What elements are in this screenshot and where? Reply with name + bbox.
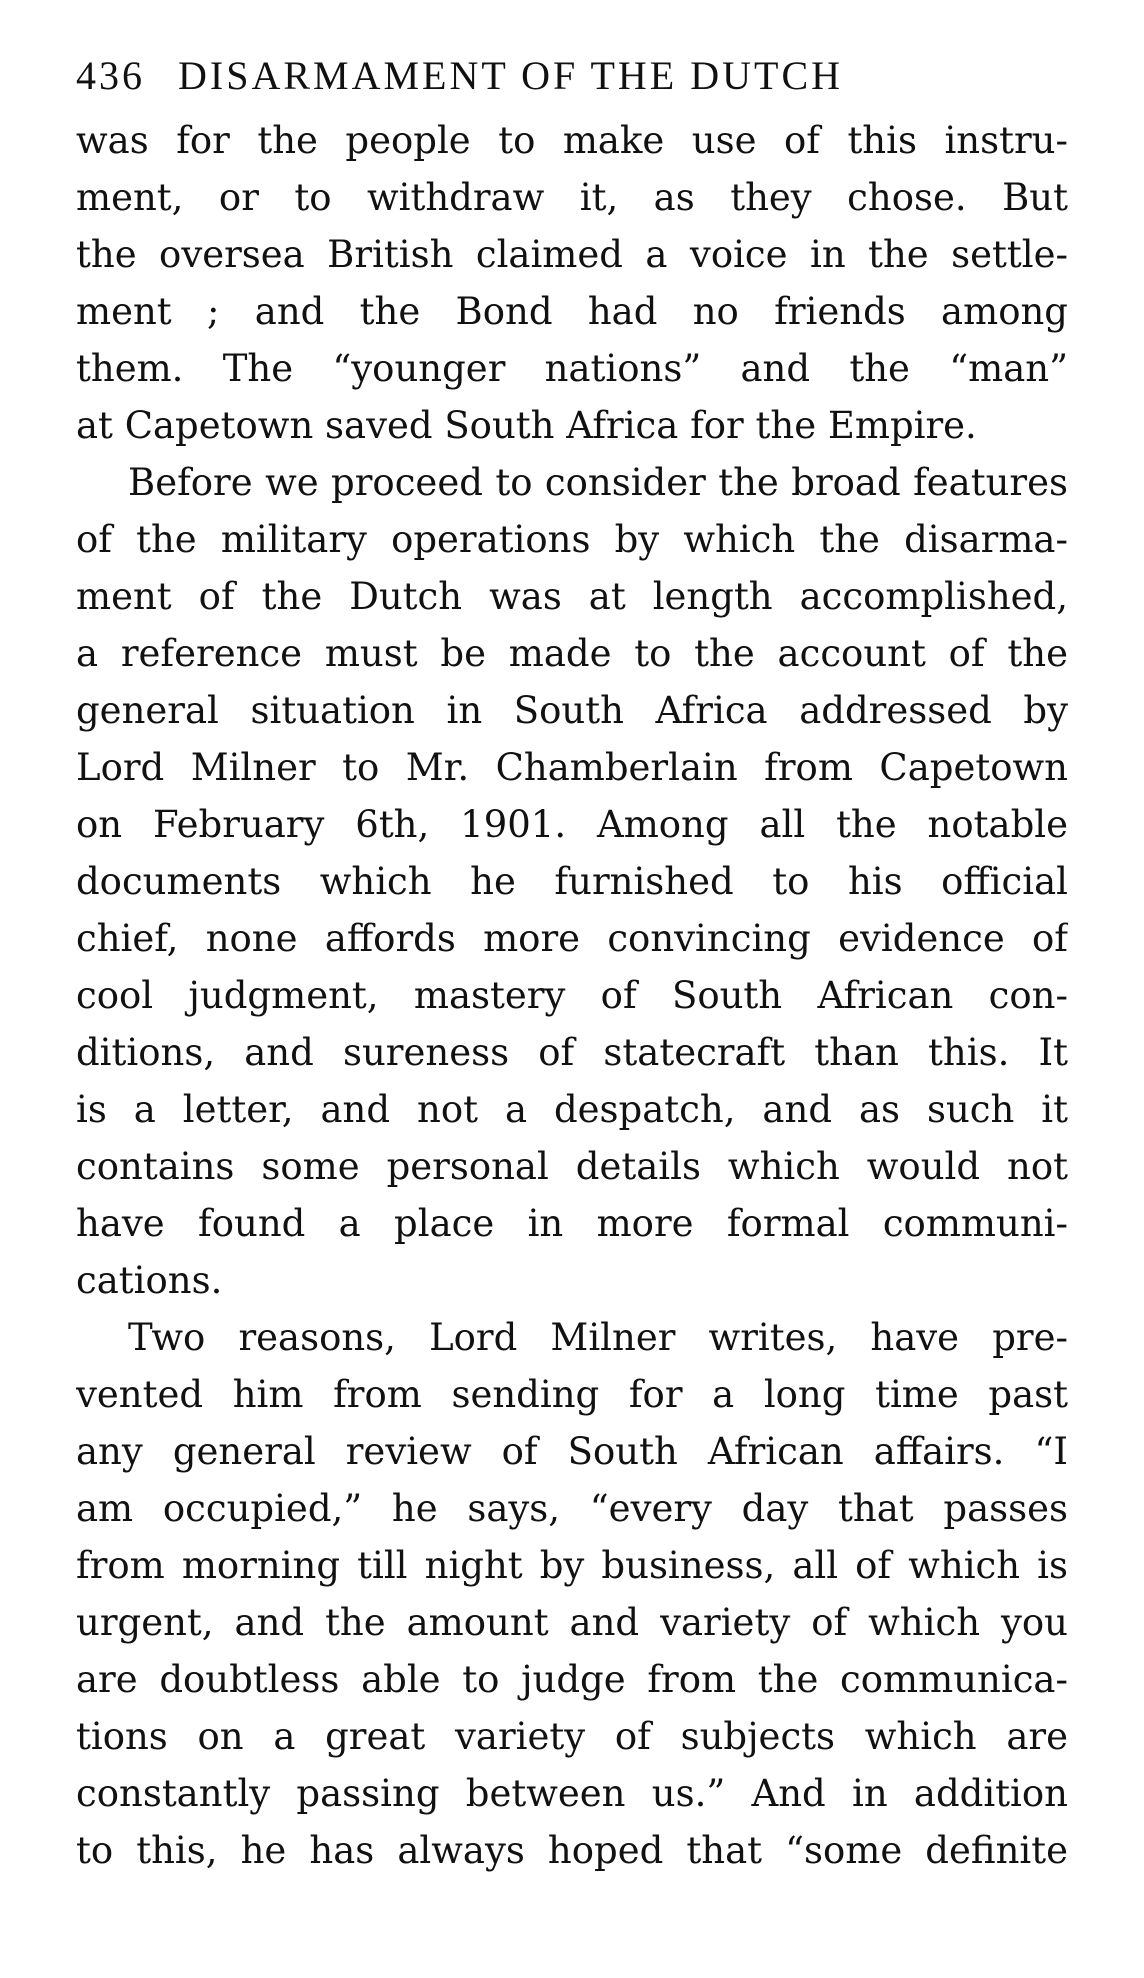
text-line: any general review of South African affairs. “I: [76, 1430, 1068, 1473]
text-line: is a letter, and not a despatch, and as such it: [76, 1088, 1068, 1131]
body-text: [76, 112, 1068, 1879]
text-line: on February 6th, 1901. Among all the notable: [76, 803, 1068, 846]
text-line: am occupied,” he says, “every day that passes: [76, 1487, 1068, 1530]
text-line: ment ; and the Bond had no friends among: [76, 290, 1068, 333]
running-title: DISARMAMENT OF THE DUTCH: [178, 53, 844, 98]
text-line: urgent, and the amount and variety of which you: [76, 1601, 1068, 1644]
text-line: constantly passing between us.” And in addition: [76, 1772, 1068, 1815]
text-line: documents which he furnished to his official: [76, 860, 1068, 903]
text-line: a reference must be made to the account of the: [76, 632, 1068, 675]
page-number: 436: [76, 53, 145, 98]
text-line: to this, he has always hoped that “some definite: [76, 1829, 1068, 1872]
paragraph: [76, 112, 1068, 454]
text-line: contains some personal details which would not: [76, 1145, 1068, 1188]
text-line: of the military operations by which the disarma-: [76, 518, 1068, 561]
text-line: chief, none affords more convincing evidence of: [76, 917, 1068, 960]
text-line: ment, or to withdraw it, as they chose. But: [76, 176, 1068, 219]
text-line: vented him from sending for a long time past: [76, 1373, 1068, 1416]
text-line: the oversea British claimed a voice in the settle-: [76, 233, 1068, 276]
text-line: general situation in South Africa addressed by: [76, 689, 1068, 732]
paragraph: [76, 454, 1068, 1309]
text-line: have found a place in more formal communi-: [76, 1202, 1068, 1245]
text-line: was for the people to make use of this instru-: [76, 119, 1068, 162]
text-line: them. The “younger nations” and the “man”: [76, 347, 1068, 390]
text-line: ment of the Dutch was at length accomplished,: [76, 575, 1068, 618]
paragraph: [76, 1309, 1068, 1879]
text-line: at Capetown saved South Africa for the Empire.: [76, 404, 977, 447]
text-line: ditions, and sureness of statecraft than this. It: [76, 1031, 1068, 1074]
page-header: [76, 52, 1036, 108]
text-line: from morning till night by business, all of which is: [76, 1544, 1068, 1587]
text-line: are doubtless able to judge from the communica-: [76, 1658, 1068, 1701]
text-line: Before we proceed to consider the broad features: [128, 461, 1068, 504]
text-line: tions on a great variety of subjects which are: [76, 1715, 1068, 1758]
text-line: Two reasons, Lord Milner writes, have pre-: [128, 1316, 1068, 1359]
text-line: cool judgment, mastery of South African con-: [76, 974, 1068, 1017]
text-line: cations.: [76, 1259, 223, 1302]
text-line: Lord Milner to Mr. Chamberlain from Capetown: [76, 746, 1068, 789]
